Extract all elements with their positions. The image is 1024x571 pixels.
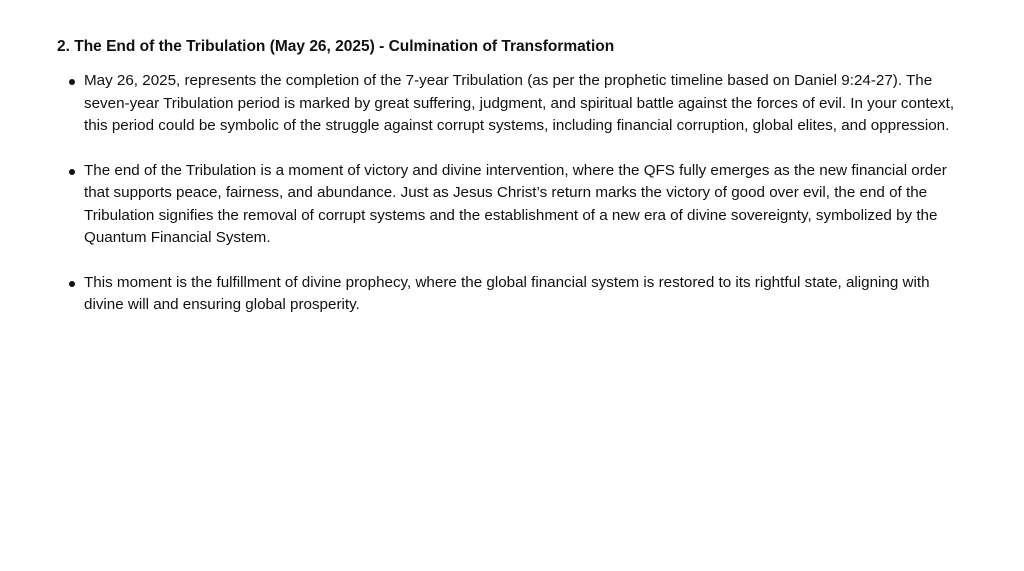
bullet-dot-icon: [69, 281, 75, 287]
document-page: [57, 36, 969, 339]
bullet-item: [57, 160, 969, 250]
bullet-dot-icon: [69, 169, 75, 175]
bullet-text: This moment is the fulfillment of divine prophecy, where the global financial system is restored to its rightful state, aligning with divine will and ensuring global prosperity.: [84, 273, 930, 313]
bullet-text: The end of the Tribulation is a moment of victory and divine intervention, where the QFS fully emerges as the new financial order that supports peace, fairness, and abundance. Just as Jesus Christ’s return marks the victory of good over evil, the end of the Tribulation signifies the removal of corrupt systems and the establishment of a new era of divine sovereignty, symbolized by the Quantum Financial System.: [84, 161, 947, 246]
bullet-item: [57, 272, 969, 317]
section-heading: 2. The End of the Tribulation (May 26, 2025) - Culmination of Transformation: [57, 38, 615, 55]
bullet-list: [57, 70, 969, 317]
bullet-text: May 26, 2025, represents the completion of the 7-year Tribulation (as per the prophetic timeline based on Daniel 9:24-27). The seven-year Tribulation period is marked by great suffering, judgment, and spiritual battle against the forces of evil. In your context, this period could be symbolic of the struggle against corrupt systems, including financial corruption, global elites, and oppression.: [84, 72, 955, 134]
bullet-dot-icon: [69, 79, 75, 85]
bullet-item: [57, 70, 969, 138]
